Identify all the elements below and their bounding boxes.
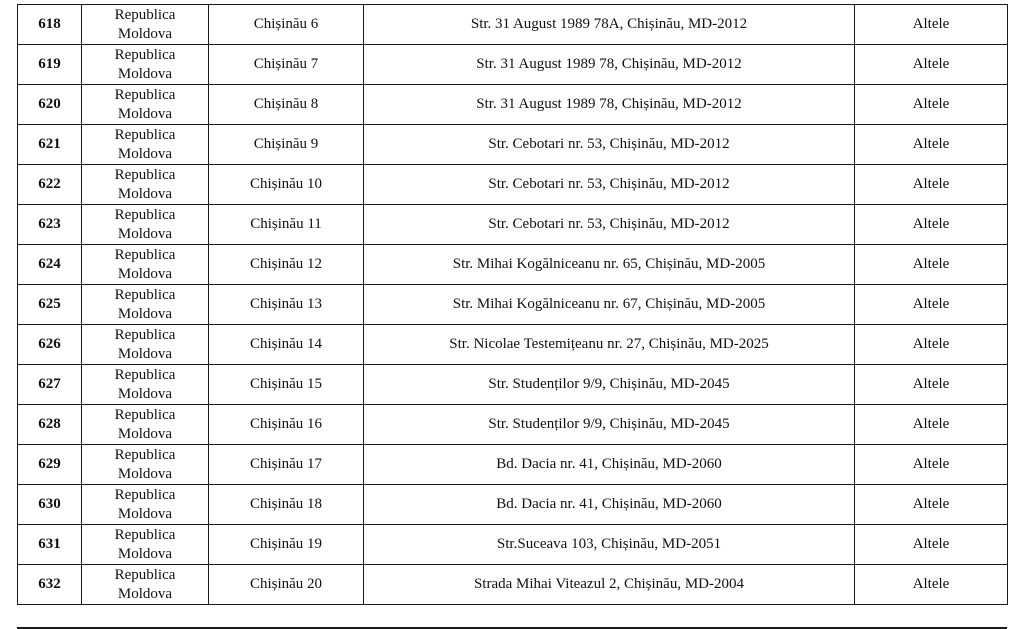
row-number: 620: [18, 85, 82, 125]
row-number: 626: [18, 325, 82, 365]
country-line-1: Republica: [114, 46, 176, 63]
country-line-1: Republica: [114, 126, 176, 143]
country-cell: [82, 325, 209, 365]
country-line-2: Moldova: [117, 145, 173, 162]
table-row: [18, 85, 1008, 125]
address-cell: Str. 31 August 1989 78, Chișinău, MD-2012: [364, 45, 855, 85]
location-name: Chișinău 13: [209, 285, 364, 325]
country-cell: [82, 445, 209, 485]
address-cell: Str. Studenților 9/9, Chișinău, MD-2045: [364, 405, 855, 445]
country-cell: [82, 5, 209, 45]
table-row: [18, 125, 1008, 165]
location-name: Chișinău 8: [209, 85, 364, 125]
country-line-2: Moldova: [117, 585, 173, 602]
table-row: [18, 245, 1008, 285]
country-line-2: Moldova: [117, 545, 173, 562]
address-cell: Bd. Dacia nr. 41, Chișinău, MD-2060: [364, 485, 855, 525]
country-line-2: Moldova: [117, 385, 173, 402]
type-cell: Altele: [855, 85, 1008, 125]
row-number: 632: [18, 565, 82, 605]
location-name: Chișinău 11: [209, 205, 364, 245]
type-cell: Altele: [855, 565, 1008, 605]
row-number: 622: [18, 165, 82, 205]
table-row: [18, 325, 1008, 365]
type-cell: Altele: [855, 165, 1008, 205]
location-name: Chișinău 10: [209, 165, 364, 205]
country-line-1: Republica: [114, 406, 176, 423]
address-cell: Strada Mihai Viteazul 2, Chișinău, MD-2004: [364, 565, 855, 605]
address-cell: Str. Nicolae Testemițeanu nr. 27, Chișinău, MD-2025: [364, 325, 855, 365]
country-cell: [82, 45, 209, 85]
table-row: [18, 525, 1008, 565]
address-cell: Str. Studenților 9/9, Chișinău, MD-2045: [364, 365, 855, 405]
country-cell: [82, 245, 209, 285]
type-cell: Altele: [855, 405, 1008, 445]
country-line-2: Moldova: [117, 105, 173, 122]
address-cell: Str. 31 August 1989 78A, Chișinău, MD-2012: [364, 5, 855, 45]
country-line-2: Moldova: [117, 225, 173, 242]
table-row: [18, 205, 1008, 245]
country-cell: [82, 485, 209, 525]
country-line-1: Republica: [114, 286, 176, 303]
country-line-2: Moldova: [117, 305, 173, 322]
type-cell: Altele: [855, 525, 1008, 565]
country-line-2: Moldova: [117, 65, 173, 82]
table-row: [18, 365, 1008, 405]
country-line-1: Republica: [114, 526, 176, 543]
location-name: Chișinău 16: [209, 405, 364, 445]
country-line-1: Republica: [114, 86, 176, 103]
country-line-1: Republica: [114, 246, 176, 263]
type-cell: Altele: [855, 365, 1008, 405]
address-cell: Str. Cebotari nr. 53, Chișinău, MD-2012: [364, 205, 855, 245]
country-cell: [82, 85, 209, 125]
country-line-1: Republica: [114, 206, 176, 223]
table-row: [18, 165, 1008, 205]
address-cell: Str. Cebotari nr. 53, Chișinău, MD-2012: [364, 165, 855, 205]
location-name: Chișinău 9: [209, 125, 364, 165]
location-name: Chișinău 14: [209, 325, 364, 365]
country-cell: [82, 565, 209, 605]
type-cell: Altele: [855, 245, 1008, 285]
table-row: [18, 405, 1008, 445]
row-number: 630: [18, 485, 82, 525]
type-cell: Altele: [855, 285, 1008, 325]
address-cell: Str. Cebotari nr. 53, Chișinău, MD-2012: [364, 125, 855, 165]
row-number: 621: [18, 125, 82, 165]
type-cell: Altele: [855, 485, 1008, 525]
locations-table-body: [18, 5, 1008, 605]
type-cell: Altele: [855, 445, 1008, 485]
address-cell: Str. 31 August 1989 78, Chișinău, MD-2012: [364, 85, 855, 125]
location-name: Chișinău 20: [209, 565, 364, 605]
country-line-2: Moldova: [117, 465, 173, 482]
country-line-2: Moldova: [117, 185, 173, 202]
country-line-1: Republica: [114, 366, 176, 383]
country-line-1: Republica: [114, 6, 176, 23]
country-line-1: Republica: [114, 566, 176, 583]
country-line-2: Moldova: [117, 345, 173, 362]
location-name: Chișinău 17: [209, 445, 364, 485]
location-name: Chișinău 12: [209, 245, 364, 285]
locations-table: [17, 4, 1008, 605]
country-line-2: Moldova: [117, 265, 173, 282]
table-row: [18, 445, 1008, 485]
location-name: Chișinău 15: [209, 365, 364, 405]
row-number: 624: [18, 245, 82, 285]
type-cell: Altele: [855, 5, 1008, 45]
country-cell: [82, 285, 209, 325]
country-line-1: Republica: [114, 166, 176, 183]
type-cell: Altele: [855, 325, 1008, 365]
row-number: 629: [18, 445, 82, 485]
country-cell: [82, 365, 209, 405]
row-number: 628: [18, 405, 82, 445]
country-line-1: Republica: [114, 326, 176, 343]
address-cell: Str. Mihai Kogălniceanu nr. 67, Chișinău, MD-2005: [364, 285, 855, 325]
row-number: 623: [18, 205, 82, 245]
country-line-2: Moldova: [117, 505, 173, 522]
country-line-1: Republica: [114, 446, 176, 463]
row-number: 625: [18, 285, 82, 325]
location-name: Chișinău 7: [209, 45, 364, 85]
country-line-2: Moldova: [117, 425, 173, 442]
country-cell: [82, 125, 209, 165]
address-cell: Bd. Dacia nr. 41, Chișinău, MD-2060: [364, 445, 855, 485]
table-row: [18, 565, 1008, 605]
table-row: [18, 45, 1008, 85]
row-number: 618: [18, 5, 82, 45]
address-cell: Str.Suceava 103, Chișinău, MD-2051: [364, 525, 855, 565]
location-name: Chișinău 6: [209, 5, 364, 45]
location-name: Chișinău 18: [209, 485, 364, 525]
location-name: Chișinău 19: [209, 525, 364, 565]
country-cell: [82, 405, 209, 445]
row-number: 631: [18, 525, 82, 565]
country-cell: [82, 525, 209, 565]
table-row: [18, 485, 1008, 525]
country-cell: [82, 205, 209, 245]
country-line-2: Moldova: [117, 25, 173, 42]
table-row: [18, 5, 1008, 45]
row-number: 619: [18, 45, 82, 85]
country-cell: [82, 165, 209, 205]
address-cell: Str. Mihai Kogălniceanu nr. 65, Chișinău, MD-2005: [364, 245, 855, 285]
type-cell: Altele: [855, 205, 1008, 245]
table-row: [18, 285, 1008, 325]
type-cell: Altele: [855, 125, 1008, 165]
country-line-1: Republica: [114, 486, 176, 503]
type-cell: Altele: [855, 45, 1008, 85]
row-number: 627: [18, 365, 82, 405]
